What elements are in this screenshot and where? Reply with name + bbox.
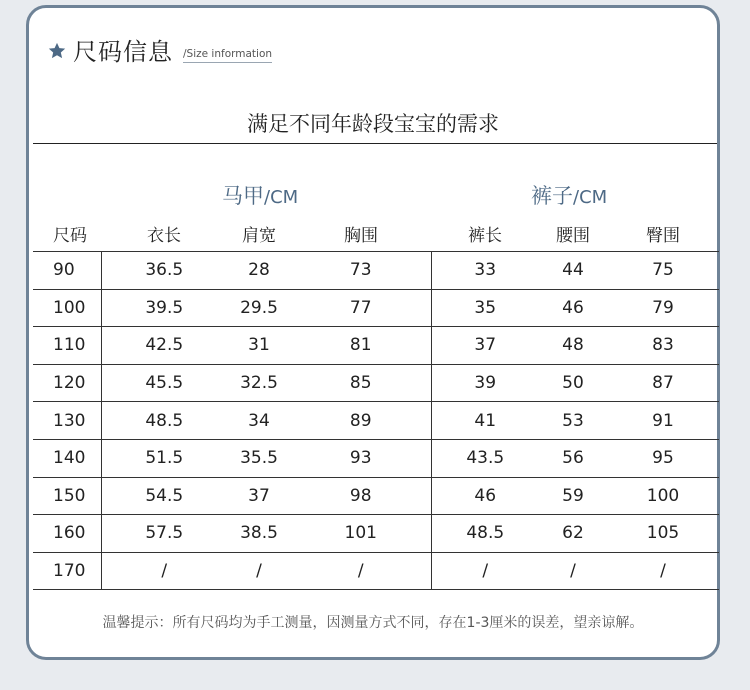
table-cell: 140 <box>33 439 101 477</box>
group-name: 马甲 <box>222 184 264 208</box>
table-cell: 54.5 <box>101 477 227 515</box>
table-row <box>33 515 719 553</box>
table-cell: 39 <box>431 364 539 402</box>
table-row <box>33 477 719 515</box>
table-cell: 87 <box>607 364 719 402</box>
table-cell: 53 <box>539 402 607 440</box>
table-cell: 35 <box>431 289 539 327</box>
table-cell: 105 <box>607 515 719 553</box>
table-cell: 56 <box>539 439 607 477</box>
size-info-card <box>26 5 720 660</box>
header-shoulder: 肩宽 <box>227 216 291 252</box>
table-cell: / <box>431 552 539 590</box>
table-cell: 29.5 <box>227 289 291 327</box>
header-chest: 胸围 <box>291 216 431 252</box>
table-cell: 46 <box>539 289 607 327</box>
table-cell: 50 <box>539 364 607 402</box>
table-cell: 75 <box>607 252 719 290</box>
table-cell: / <box>291 552 431 590</box>
table-cell: 48 <box>539 327 607 365</box>
table-cell: 110 <box>33 327 101 365</box>
tip-note: 温馨提示：所有尺码均为手工测量，因测量方式不同，存在1-3厘米的误差，望亲谅解。 <box>102 615 644 631</box>
table-cell: 32.5 <box>227 364 291 402</box>
table-row <box>33 402 719 440</box>
table-cell: 90 <box>33 252 101 290</box>
table-row <box>33 364 719 402</box>
page-title-en: /Size information <box>183 48 272 63</box>
table-cell: 34 <box>227 402 291 440</box>
table-row <box>33 252 719 290</box>
table-cell: 42.5 <box>101 327 227 365</box>
table-cell: 28 <box>227 252 291 290</box>
table-cell: 48.5 <box>431 515 539 553</box>
table-cell: 43.5 <box>431 439 539 477</box>
table-cell: 45.5 <box>101 364 227 402</box>
table-cell: 100 <box>607 477 719 515</box>
table-cell: 101 <box>291 515 431 553</box>
table-cell: 62 <box>539 515 607 553</box>
table-cell: 37 <box>227 477 291 515</box>
table-cell: 48.5 <box>101 402 227 440</box>
table-cell: 37 <box>431 327 539 365</box>
table-row <box>33 439 719 477</box>
size-table-body <box>33 252 719 590</box>
section-subtitle: 满足不同年龄段宝宝的需求 <box>247 112 499 136</box>
table-row <box>33 289 719 327</box>
table-cell: 44 <box>539 252 607 290</box>
table-cell: / <box>227 552 291 590</box>
table-cell: 57.5 <box>101 515 227 553</box>
page-title: 尺码信息 <box>73 38 173 66</box>
table-row <box>33 327 719 365</box>
table-row <box>33 552 719 590</box>
table-cell: 41 <box>431 402 539 440</box>
table-cell: 130 <box>33 402 101 440</box>
group-title-vest <box>222 180 298 210</box>
group-unit: /CM <box>264 187 299 208</box>
group-name: 裤子 <box>531 184 573 208</box>
header-waist: 腰围 <box>539 216 607 252</box>
table-cell: 35.5 <box>227 439 291 477</box>
table-cell: 89 <box>291 402 431 440</box>
group-unit: /CM <box>573 187 608 208</box>
table-cell: / <box>101 552 227 590</box>
table-cell: 33 <box>431 252 539 290</box>
table-cell: 150 <box>33 477 101 515</box>
table-cell: 77 <box>291 289 431 327</box>
table-cell: 39.5 <box>101 289 227 327</box>
header-size: 尺码 <box>33 216 101 252</box>
table-cell: 81 <box>291 327 431 365</box>
table-cell: 98 <box>291 477 431 515</box>
table-header-row <box>33 216 719 252</box>
header-length: 衣长 <box>101 216 227 252</box>
table-cell: / <box>607 552 719 590</box>
table-cell: 120 <box>33 364 101 402</box>
table-cell: 51.5 <box>101 439 227 477</box>
table-cell: 95 <box>607 439 719 477</box>
table-cell: 100 <box>33 289 101 327</box>
divider <box>33 143 717 144</box>
table-cell: / <box>539 552 607 590</box>
header-pants-length: 裤长 <box>431 216 539 252</box>
table-cell: 85 <box>291 364 431 402</box>
size-table <box>33 216 719 590</box>
table-cell: 46 <box>431 477 539 515</box>
table-cell: 36.5 <box>101 252 227 290</box>
table-cell: 59 <box>539 477 607 515</box>
table-cell: 93 <box>291 439 431 477</box>
table-cell: 170 <box>33 552 101 590</box>
table-cell: 38.5 <box>227 515 291 553</box>
table-cell: 79 <box>607 289 719 327</box>
table-cell: 73 <box>291 252 431 290</box>
group-title-pants <box>531 180 607 210</box>
table-cell: 91 <box>607 402 719 440</box>
table-cell: 83 <box>607 327 719 365</box>
star-icon <box>47 41 67 61</box>
table-cell: 160 <box>33 515 101 553</box>
header-hip: 臀围 <box>607 216 719 252</box>
table-cell: 31 <box>227 327 291 365</box>
section-header <box>47 32 272 67</box>
